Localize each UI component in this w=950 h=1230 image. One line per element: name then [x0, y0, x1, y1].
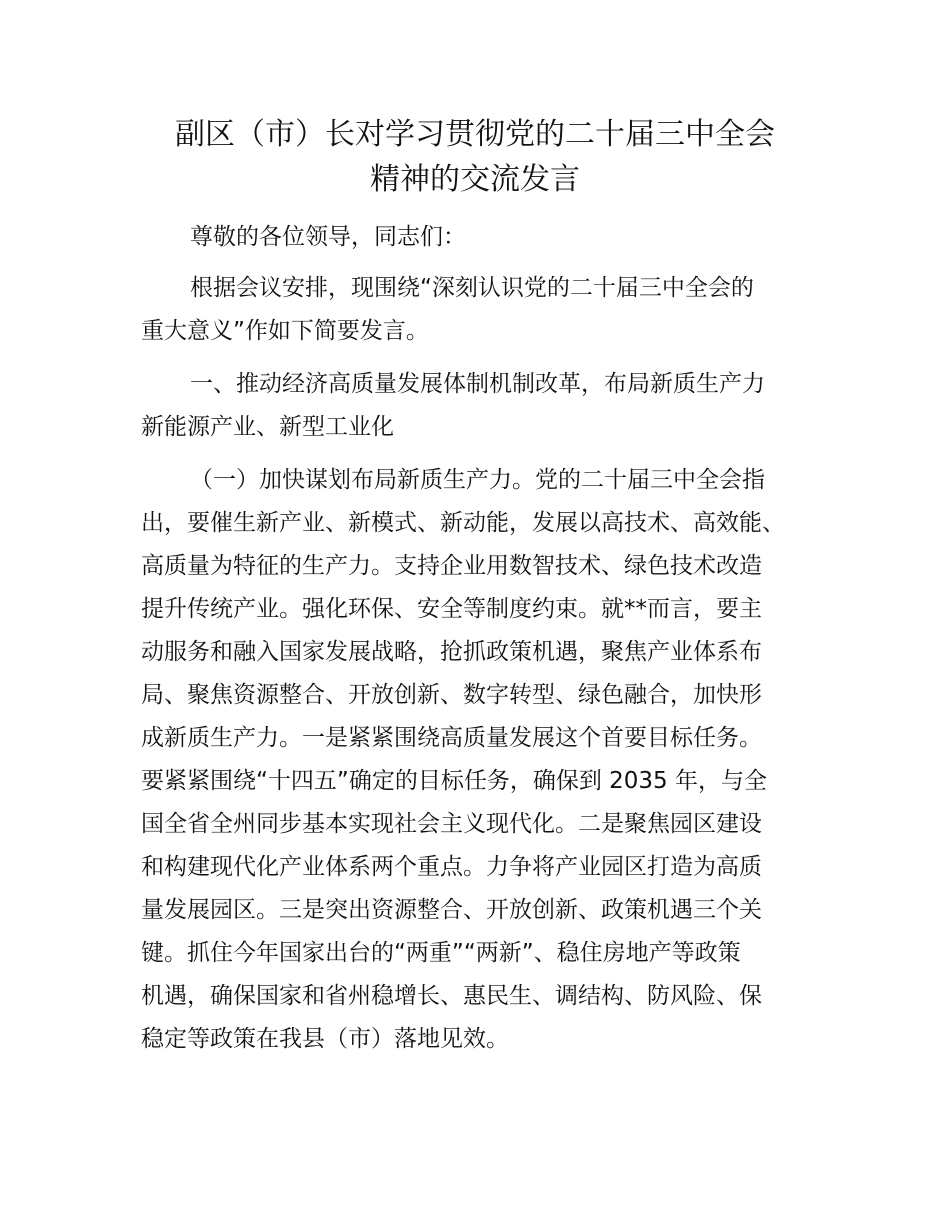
- body-line-7: 成新质生产力。一是紧紧围绕高质量发展这个首要目标任务。: [141, 725, 762, 751]
- body-line-14: 稳定等政策在我县（市）落地见效。: [141, 1026, 509, 1052]
- body-line-5: 动服务和融入国家发展战略，抢抓政策机遇，聚焦产业体系布: [141, 639, 762, 665]
- body-line-9: 国全省全州同步基本实现社会主义现代化。二是聚焦园区建设: [141, 811, 762, 837]
- body-line-2: 出，要催生新产业、新模式、新动能，发展以高技术、高效能、: [141, 510, 785, 536]
- body-line-3: 高质量为特征的生产力。支持企业用数智技术、绿色技术改造: [141, 553, 762, 579]
- body-line-1: （一）加快谋划布局新质生产力。党的二十届三中全会指: [190, 467, 765, 493]
- document-title-line-2: 精神的交流发言: [370, 162, 580, 197]
- body-line-12: 键。抓住今年国家出台的“两重”“两新”、稳住房地产等政策: [141, 940, 741, 966]
- salutation: 尊敬的各位领导，同志们：: [190, 224, 466, 250]
- section-heading-line-2: 新能源产业、新型工业化: [141, 414, 394, 440]
- body-line-11: 量发展园区。三是突出资源整合、开放创新、政策机遇三个关: [141, 897, 762, 923]
- intro-line-2: 重大意义”作如下简要发言。: [141, 318, 429, 344]
- document-title-line-1: 副区（市）长对学习贯彻党的二十届三中全会: [175, 117, 775, 152]
- section-heading-line-1: 一、推动经济高质量发展体制机制改革，布局新质生产力: [190, 371, 765, 397]
- body-line-8: 要紧紧围绕“十四五”确定的目标任务，确保到 2035 年，与全: [141, 768, 767, 794]
- body-line-13: 机遇，确保国家和省州稳增长、惠民生、调结构、防风险、保: [141, 983, 762, 1009]
- body-line-4: 提升传统产业。强化环保、安全等制度约束。就**而言，要主: [141, 596, 762, 622]
- body-line-6: 局、聚焦资源整合、开放创新、数字转型、绿色融合，加快形: [141, 682, 762, 708]
- intro-line-1: 根据会议安排，现围绕“深刻认识党的二十届三中全会的: [190, 275, 754, 301]
- body-line-10: 和构建现代化产业体系两个重点。力争将产业园区打造为高质: [141, 854, 762, 880]
